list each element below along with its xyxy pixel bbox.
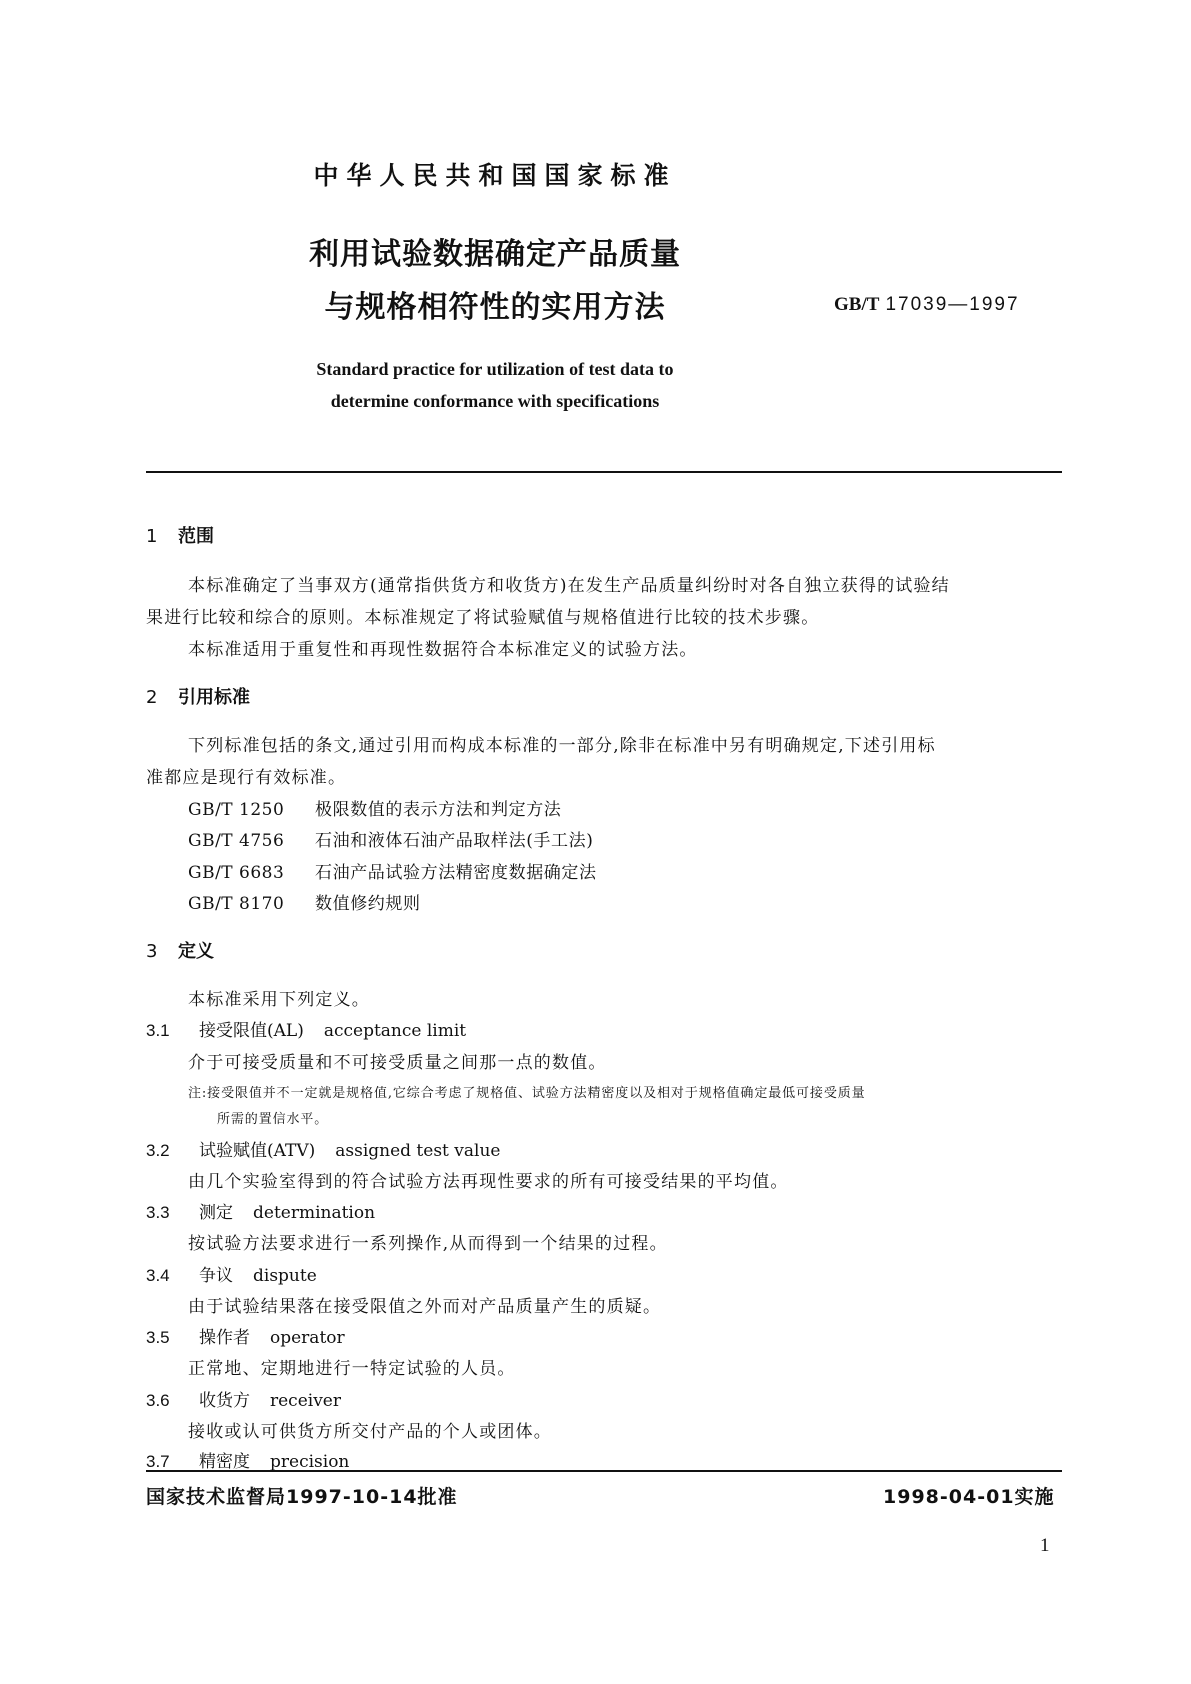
section-2-heading [146,683,250,709]
section-title: 定义 [178,941,214,962]
section-number: 2 [146,687,158,708]
definition-term [146,1016,466,1041]
section-2-paragraph-line-2: 准都应是现行有效标准。 [146,768,347,788]
definition-term-zh: 操作者 [199,1328,250,1348]
english-title-line-1: Standard practice for utilization of test data to [316,359,674,379]
definition-term-en: precision [270,1452,350,1472]
section-title: 引用标准 [178,687,250,708]
reference-code: GB/T 1250 [188,800,285,820]
section-2-paragraph-line-1: 下列标准包括的条文,通过引用而构成本标准的一部分,除非在标准中另有明确规定,下述引用标 [188,736,936,756]
reference-title: 石油和液体石油产品取样法(手工法) [315,831,594,851]
definition-description: 介于可接受质量和不可接受质量之间那一点的数值。 [188,1053,607,1073]
definition-term-en: receiver [270,1391,341,1411]
section-title: 范围 [178,526,214,547]
definition-term-zh: 接受限值(AL) [199,1021,304,1041]
definition-term [146,1136,500,1161]
reference-code: GB/T 4756 [188,831,285,851]
definition-term-en: determination [253,1203,376,1223]
definition-term [146,1386,341,1411]
definition-term-zh: 测定 [199,1203,233,1223]
reference-item [188,826,593,851]
standard-number-prefix: GB/T [834,294,880,315]
definition-term [146,1261,317,1286]
section-3-intro: 本标准采用下列定义。 [188,990,370,1010]
definition-number: 3.7 [146,1452,170,1471]
reference-title: 极限数值的表示方法和判定方法 [315,800,562,820]
definition-term-zh: 争议 [199,1266,233,1286]
footer-divider [146,1470,1062,1472]
definition-note-line-1: 注:接受限值并不一定就是规格值,它综合考虑了规格值、试验方法精密度以及相对于规格值确定最低可接受质量 [188,1086,866,1101]
header-divider [146,471,1062,473]
standard-number [834,293,1020,316]
section-1-paragraph-1-line-2: 果进行比较和综合的原则。本标准规定了将试验赋值与规格值进行比较的技术步骤。 [146,608,820,628]
definition-number: 3.1 [146,1021,170,1040]
reference-code: GB/T 8170 [188,894,285,914]
definition-number: 3.3 [146,1203,170,1222]
reference-title: 数值修约规则 [315,894,421,914]
definition-term-zh: 精密度 [199,1452,250,1472]
definition-description: 由几个实验室得到的符合试验方法再现性要求的所有可接受结果的平均值。 [188,1172,789,1192]
standard-number-value: 17039—1997 [885,294,1020,315]
definition-term [146,1323,345,1348]
definition-description: 正常地、定期地进行一特定试验的人员。 [188,1359,516,1379]
definition-term [146,1198,375,1223]
section-1-paragraph-1-line-1: 本标准确定了当事双方(通常指供货方和收货方)在发生产品质量纠纷时对各自独立获得的试验结 [188,576,950,596]
definition-term-zh: 试验赋值(ATV) [199,1141,316,1161]
section-1-paragraph-2: 本标准适用于重复性和再现性数据符合本标准定义的试验方法。 [188,640,698,660]
definition-term-en: dispute [253,1266,317,1286]
reference-title: 石油产品试验方法精密度数据确定法 [315,863,597,883]
definition-description: 按试验方法要求进行一系列操作,从而得到一个结果的过程。 [188,1234,668,1254]
definition-term [146,1447,349,1472]
definition-term-en: acceptance limit [323,1021,467,1041]
section-1-heading [146,522,214,548]
definition-description: 由于试验结果落在接受限值之外而对产品质量产生的质疑。 [188,1297,662,1317]
approval-statement: 国家技术监督局1997-10-14批准 [146,1486,458,1508]
definition-number: 3.6 [146,1391,170,1410]
reference-item [188,889,421,914]
national-standard-heading: 中华人民共和国国家标准 [313,161,677,190]
chinese-title-line-2: 与规格相符性的实用方法 [324,290,666,325]
page-number: 1 [1040,1535,1050,1556]
english-title-line-2: determine conformance with specifications [330,391,660,411]
implementation-date: 1998-04-01实施 [883,1486,1055,1508]
reference-item [188,795,561,820]
chinese-title-line-1: 利用试验数据确定产品质量 [309,237,681,272]
reference-item [188,858,597,883]
definition-number: 3.2 [146,1141,170,1160]
definition-number: 3.5 [146,1328,170,1347]
definition-term-zh: 收货方 [199,1391,250,1411]
reference-code: GB/T 6683 [188,863,285,883]
section-3-heading [146,937,214,963]
definition-term-en: assigned test value [335,1141,501,1161]
definition-description: 接收或认可供货方所交付产品的个人或团体。 [188,1422,552,1442]
definition-number: 3.4 [146,1266,170,1285]
section-number: 3 [146,941,158,962]
definition-term-en: operator [270,1328,345,1348]
definition-note-line-2: 所需的置信水平。 [217,1112,329,1127]
section-number: 1 [146,526,158,547]
